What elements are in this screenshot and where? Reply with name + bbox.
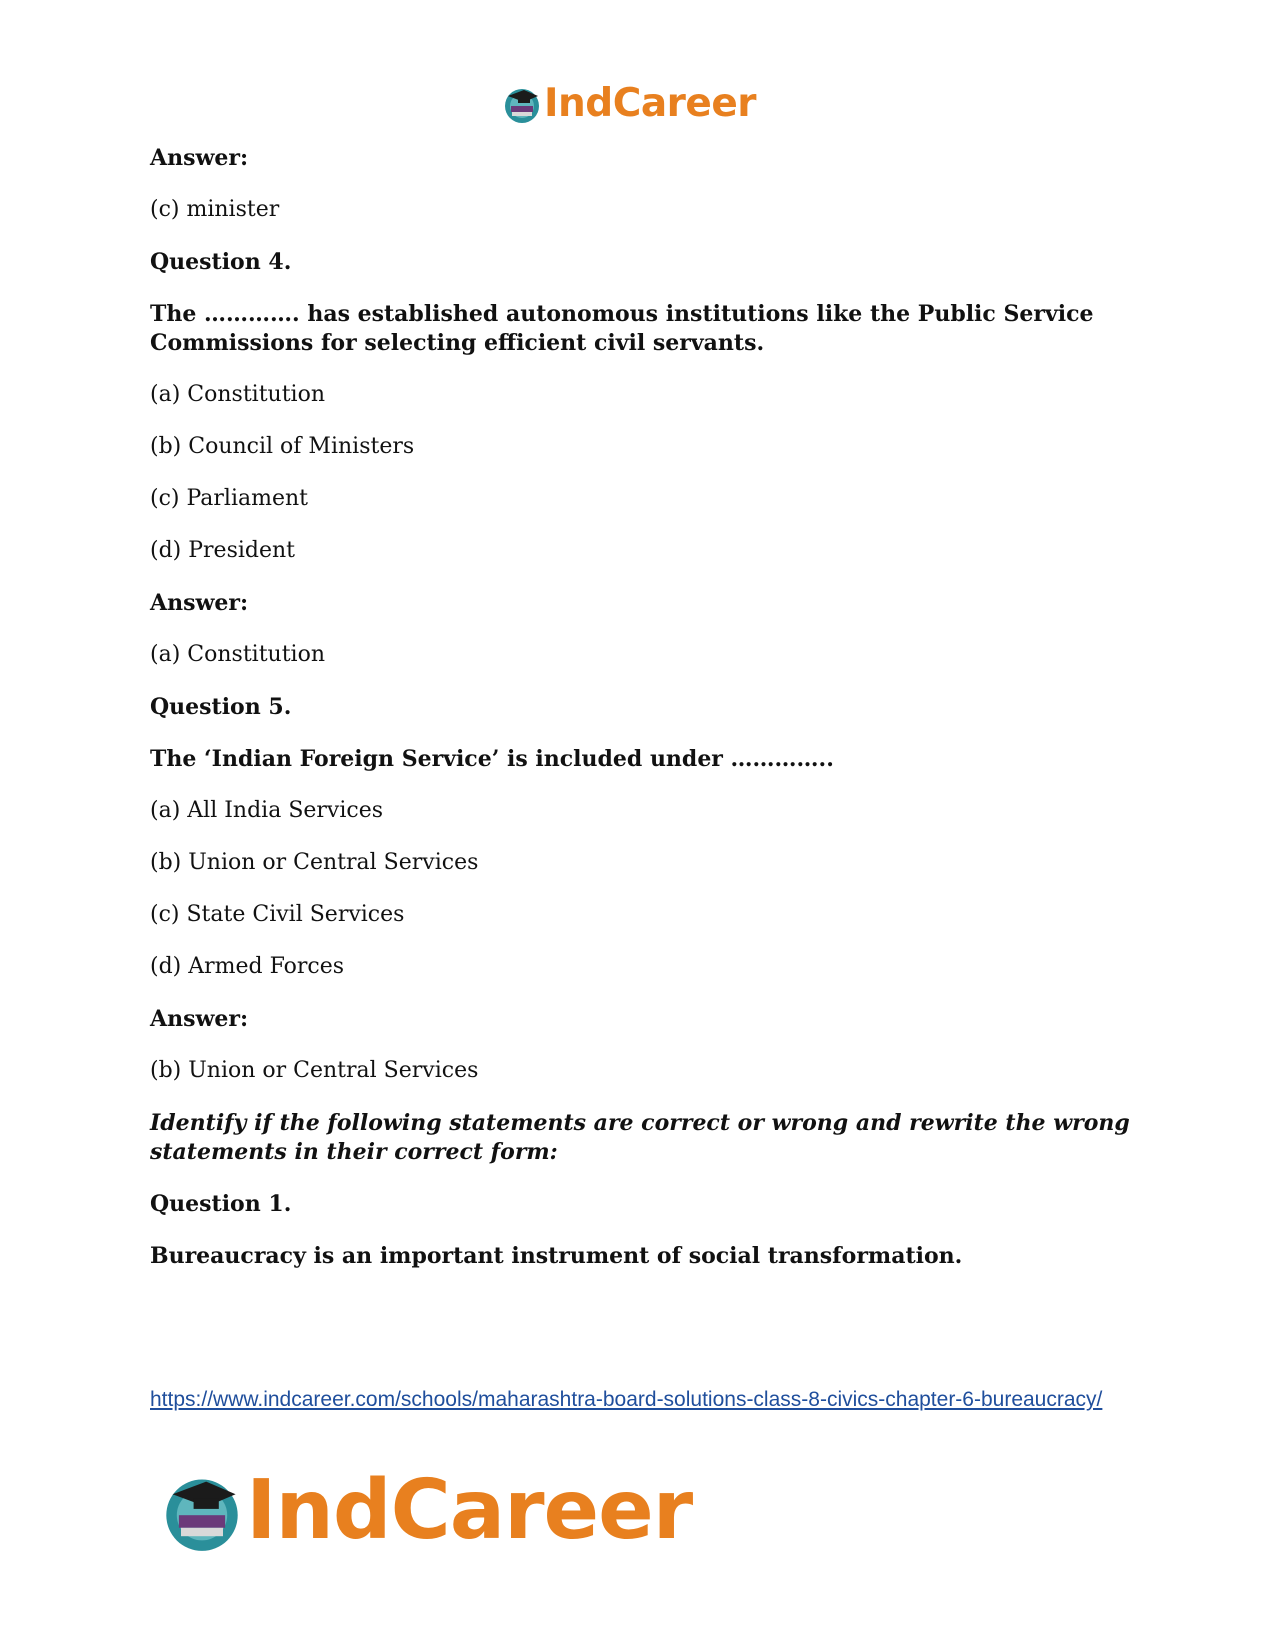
section-instruction: statements in their correct form: xyxy=(150,1139,558,1165)
footer-logo xyxy=(160,1463,693,1558)
option-item: (b) Union or Central Services xyxy=(150,850,479,875)
option-item: (c) Parliament xyxy=(150,486,309,511)
graduation-globe-icon xyxy=(160,1469,244,1553)
question-heading: Question 5. xyxy=(150,694,292,720)
brand-wordmark: IndCareer xyxy=(246,1463,693,1558)
answer-value: (a) Constitution xyxy=(150,642,325,667)
question-text: The …………. has established autonomous institutions like the Public Service xyxy=(150,301,1094,327)
option-item: (a) Constitution xyxy=(150,382,325,407)
graduation-globe-icon xyxy=(502,84,542,124)
brand-wordmark: IndCareer xyxy=(544,81,756,126)
answer-label: Answer: xyxy=(150,1006,249,1032)
question-heading: Question 4. xyxy=(150,249,292,275)
question-text: Commissions for selecting efficient civil servants. xyxy=(150,330,765,356)
question-text: Bureaucracy is an important instrument of social transformation. xyxy=(150,1243,963,1269)
answer-value: (c) minister xyxy=(150,197,280,222)
option-item: (a) All India Services xyxy=(150,798,384,823)
answer-label: Answer: xyxy=(150,145,249,171)
question-text: The ‘Indian Foreign Service’ is included under ………….. xyxy=(150,746,834,772)
option-item: (d) President xyxy=(150,538,296,563)
option-item: (c) State Civil Services xyxy=(150,902,405,927)
section-instruction: Identify if the following statements are correct or wrong and rewrite the wrong xyxy=(150,1110,1130,1136)
source-url-link[interactable]: https://www.indcareer.com/schools/maharashtra-board-solutions-class-8-civics-chapter-6-bureaucracy/ xyxy=(150,1388,1103,1411)
answer-value: (b) Union or Central Services xyxy=(150,1058,479,1083)
question-heading: Question 1. xyxy=(150,1191,292,1217)
option-item: (d) Armed Forces xyxy=(150,954,345,979)
header-logo xyxy=(502,80,756,128)
answer-label: Answer: xyxy=(150,590,249,616)
option-item: (b) Council of Ministers xyxy=(150,434,415,459)
